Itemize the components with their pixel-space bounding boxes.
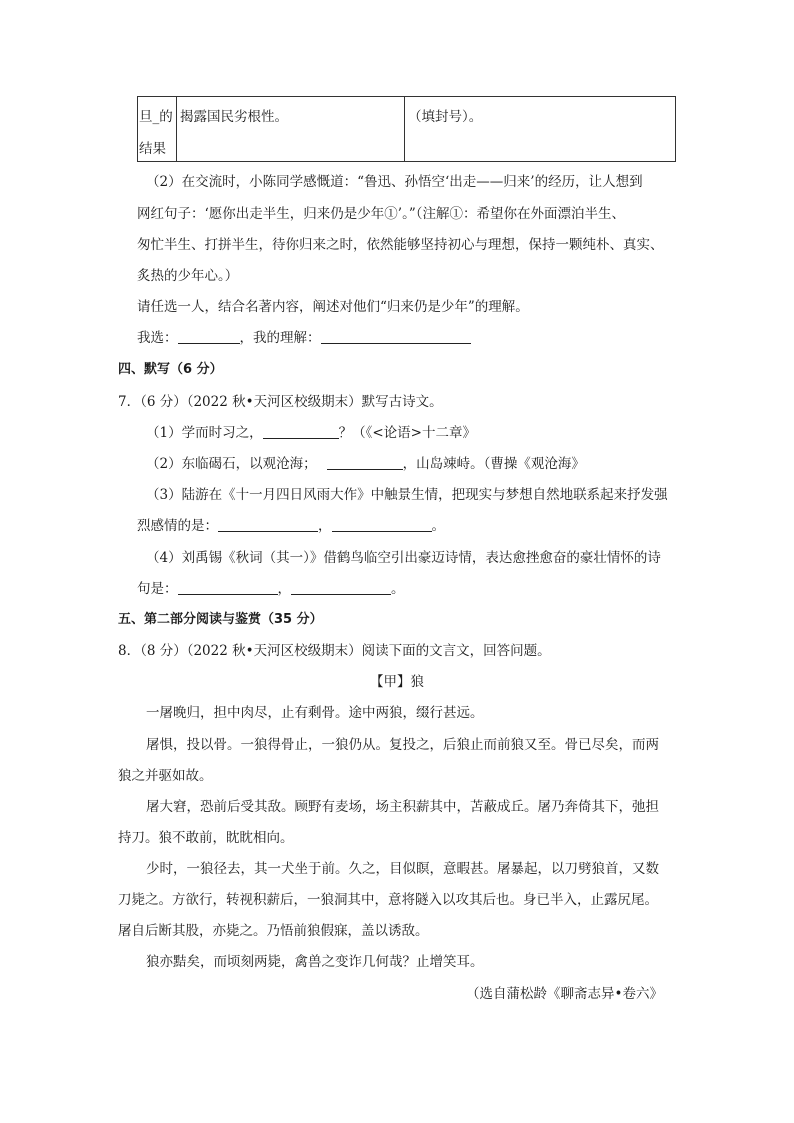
- question-text: 匆忙半生、打拼半生，待你归来之时，依然能够坚持初心与理想，保持一颗纯朴、真实、: [137, 237, 664, 253]
- passage-title: 【甲】狼: [370, 674, 424, 690]
- item-text: ，: [277, 581, 291, 597]
- question-title: 8．（8 分）（2022 秋•天河区校级期末）阅读下面的文言文，回答问题。: [118, 643, 551, 659]
- table-cell: 结果: [139, 141, 166, 157]
- table-divider: [176, 97, 177, 161]
- table-cell: 揭露国民劣根性。: [180, 109, 288, 125]
- passage-paragraph: 刀毙之。方欲行，转视积薪后，一狼洞其中，意将隧入以攻其后也。身已半入，止露尻尾。: [118, 892, 658, 908]
- table-cell: （填封号）。: [408, 109, 483, 125]
- passage-paragraph: 少时，一狼径去，其一犬坐于前。久之，目似瞑，意暇甚。屠暴起，以刀劈狼首，又数: [146, 861, 659, 877]
- answer-line: [137, 326, 471, 346]
- understand-blank[interactable]: [321, 329, 471, 344]
- passage-paragraph: 狼亦黠矣，而顷刻两毙，禽兽之变诈几何哉？止增笑耳。: [146, 954, 484, 970]
- item-text: 句是：: [137, 581, 178, 597]
- fill-blank[interactable]: [327, 455, 403, 470]
- fill-item-4-line2: [137, 577, 405, 597]
- question-text: （2）在交流时，小陈同学感慨道：“鲁迅、孙悟空‘出走——归来’的经历，让人想到: [146, 174, 643, 190]
- choose-blank[interactable]: [178, 329, 240, 344]
- question-text: 炙热的少年心。）: [137, 268, 239, 284]
- item-text: （1）学而时习之，: [146, 425, 263, 441]
- fill-item-3-line2: [137, 514, 445, 534]
- passage-paragraph: 一屠晚归，担中肉尽，止有剩骨。途中两狼，缀行甚远。: [146, 705, 484, 721]
- passage-paragraph: 屠大窘，恐前后受其敌。顾野有麦场，场主积薪其中，苫蔽成丘。屠乃奔倚其下，弛担: [146, 799, 659, 815]
- table-cell: 旦_的: [139, 109, 173, 125]
- fill-item-3: （3）陆游在《十一月四日风雨大作》中触景生情，把现实与梦想自然地联系起来抒发强: [146, 487, 668, 503]
- question-text: 网红句子：‘愿你出走半生，归来仍是少年①’。”（注解①：希望你在外面漂泊半生、: [137, 206, 625, 222]
- fill-blank[interactable]: [332, 517, 432, 532]
- fill-blank[interactable]: [291, 580, 391, 595]
- item-text: 。: [431, 518, 445, 534]
- passage-paragraph: 屠自后断其股，亦毙之。乃悟前狼假寐，盖以诱敌。: [118, 923, 429, 939]
- fill-blank[interactable]: [178, 580, 278, 595]
- fill-item-4: （4）刘禹锡《秋词（其一）》借鹤鸟临空引出豪迈诗情，表达愈挫愈奋的豪壮情怀的诗: [146, 550, 661, 566]
- fill-blank[interactable]: [218, 517, 318, 532]
- item-text: 烈感情的是：: [137, 518, 218, 534]
- item-text: 。: [391, 581, 405, 597]
- passage-paragraph: 狼之并驱如故。: [118, 768, 213, 784]
- understand-label: ，我的理解：: [239, 330, 321, 346]
- answer-table: [137, 96, 676, 162]
- passage-paragraph: 屠惧，投以骨。一狼得骨止，一狼仍从。复投之，后狼止而前狼又至。骨已尽矣，而两: [146, 737, 659, 753]
- section-heading: 四、默写（6 分）: [118, 362, 223, 377]
- choose-label: 我选：: [137, 330, 178, 346]
- fill-item-1: [146, 421, 476, 441]
- fill-blank[interactable]: [263, 424, 339, 439]
- table-divider: [404, 97, 405, 161]
- section-heading: 五、第二部分阅读与鉴赏（35 分）: [118, 612, 323, 627]
- passage-paragraph: 持刀。狼不敢前，眈眈相向。: [118, 830, 294, 846]
- item-text: ，山岛竦峙。（曹操《观沧海》: [402, 456, 585, 472]
- item-text: （2）东临碣石，以观沧海；: [146, 456, 317, 472]
- passage-source: （选自蒲松龄《聊斋志异•卷六》: [466, 986, 663, 1002]
- question-text: 请任选一人，结合名著内容，阐述对他们“归来仍是少年”的理解。: [137, 299, 529, 315]
- question-title: 7．（6 分）（2022 秋•天河区校级期末）默写古诗文。: [118, 394, 443, 410]
- fill-item-2: [146, 452, 585, 472]
- item-text: ，: [318, 518, 332, 534]
- item-text: ？（《<论语>十二章》: [338, 425, 476, 441]
